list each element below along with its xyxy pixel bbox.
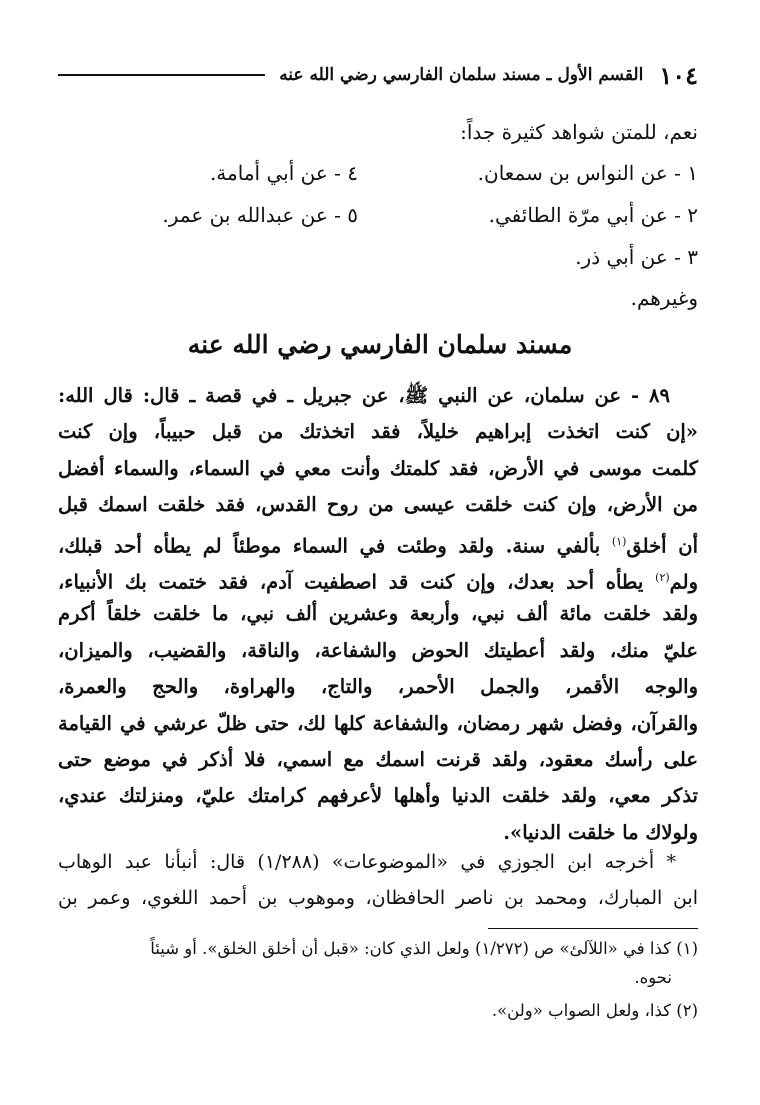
hadith-line: كلمت موسى في الأرض، فقد كلمتك وأنت معي في السماء، والسماء أفضل [58,456,698,480]
witness-column-right [398,152,698,278]
hadith-line: ٨٩ - عن سلمان، عن النبي ﷺ، عن جبريل ـ في قصة ـ قال: قال الله: [58,384,670,407]
running-header [58,60,698,90]
hadith-line [58,560,698,596]
witness-item: ١ - عن النواس بن سمعان. [477,161,698,185]
hadith-line [58,524,698,560]
footnote-marker-2: (٢) [655,570,670,584]
hadith-89 [58,378,698,851]
takhrij-line: ابن المبارك، ومحمد بن ناصر الحافظان، وموهوب بن أحمد اللغوي، وعمر بن [58,887,698,909]
hadith-line-part: يطأه أحد بعدك، وإن كنت قد اصطفيت آدم، فقد ختمت بك الأنبياء، [58,570,644,594]
hadith-line: ولولاك ما خلقت الدنيا». [503,820,698,844]
hadith-line: من الأرض، وإن كنت خلقت عيسى من روح القدس، فقد خلقت اسمك قبل [58,493,698,517]
hadith-line: على رأسك معقود، ولقد قرنت اسمك مع اسمي، فلا أذكر في موضع حتى [58,747,698,771]
hadith-line: والوجه الأقمر، والجمل الأحمر، والتاج، والهراوة، والحج والعمرة، [58,675,698,699]
takhrij-line: * أخرجه ابن الجوزي في «الموضوعات» (١/٢٨٨) قال: أنبأنا عبد الوهاب [58,851,676,873]
hadith-line-part: أن أخلق [626,534,698,558]
footnote-marker-1: (١) [611,534,627,548]
witness-item: ٥ - عن عبدالله بن عمر. [162,203,358,227]
footnote-1: (١) كذا في «اللآلئ» ص (١/٢٧٢) ولعل الذي كان: «قبل أن أخلق الخلق». أو شيئاً [150,939,698,958]
witness-item: ٢ - عن أبي مرّة الطائفي. [488,203,698,227]
section-heading: مسند سلمان الفارسي رضي الله عنه [187,330,573,359]
running-header-title: القسم الأول ـ مسند سلمان الفارسي رضي الله عنه [279,65,644,85]
witness-column-left [58,152,398,278]
footnote-1-continued: نحوه. [634,968,672,987]
footnotes [58,934,698,1025]
hadith-line: عليّ منك، ولقد أعطيتك الحوض والشفاعة، والناقة، والقضيب، والميزان، [58,638,698,662]
footnote-separator [488,928,698,929]
hadith-line: «إن كنت اتخذت إبراهيم خليلاً، فقد اتخذتك من قبل حبيباً، وإن كنت [58,420,698,444]
page-number: ١٠٤ [659,60,698,90]
intro-closing: وغيرهم. [630,286,698,310]
hadith-line: والقرآن، وفضل شهر رمضان، والشفاعة كلها لك، حتى ظلّ عرشي في القيامة [58,711,698,735]
witness-item: ٣ - عن أبي ذر. [575,245,698,269]
takhrij-paragraph [58,844,698,916]
hadith-line-part: ولم [669,570,699,594]
footnote-2: (٢) كذا، ولعل الصواب «ولن». [491,1001,698,1020]
witnesses-intro [58,112,698,318]
witness-item: ٤ - عن أبي أمامة. [209,161,358,185]
hadith-line: تذكر معي، ولقد خلقت الدنيا وأهلها لأعرفهم كرامتك عليّ، ومنزلتك عندي، [58,784,698,808]
hadith-line: ولقد خلقت مائة ألف نبي، وأربعة وعشرين ألف نبي، ما خلقت خلقاً أكرم [58,602,698,626]
hadith-line-part: بألفي سنة. ولقد وطئت في السماء موطئاً لم يطأه أحد قبلك، [58,534,601,558]
intro-lead: نعم، للمتن شواهد كثيرة جداً: [460,120,698,144]
header-rule [58,74,265,76]
witness-list [58,152,698,278]
